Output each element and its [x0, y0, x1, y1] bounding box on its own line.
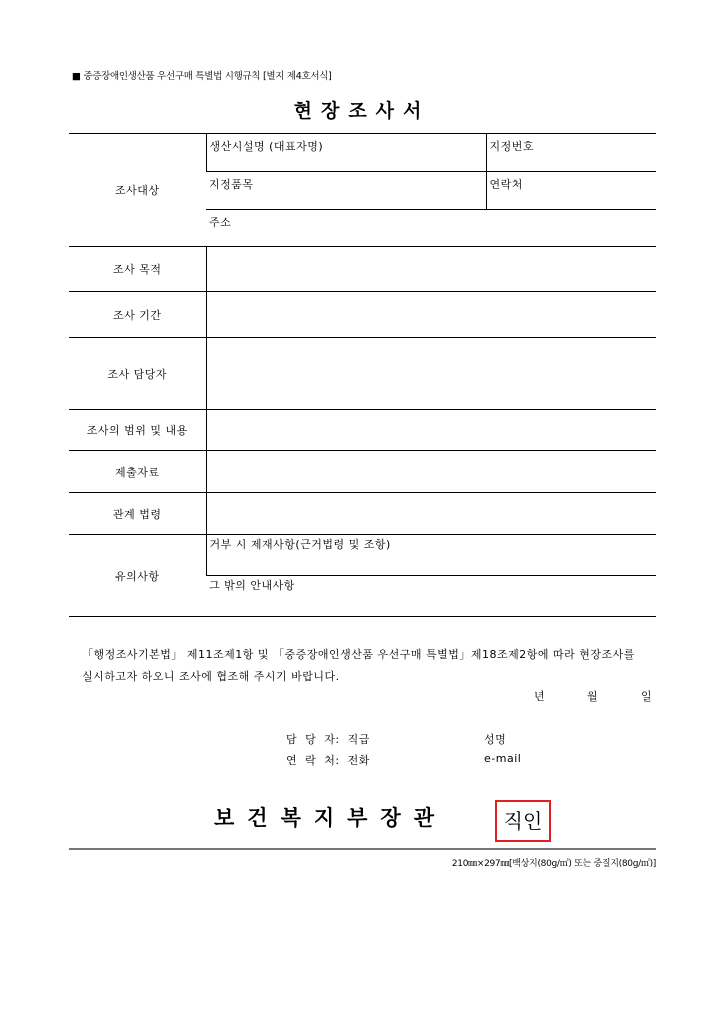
materials-field[interactable]: [206, 451, 656, 493]
refusal-label: 거부 시 제재사항(근거법령 및 조항): [209, 538, 391, 551]
other-notes-label: 그 밖의 안내사항: [209, 579, 295, 592]
designation-no-field[interactable]: [486, 134, 656, 172]
phone-label: 연 락 처: 전화: [286, 754, 370, 767]
designated-item-label: 지정품목: [209, 178, 254, 191]
period-label: 조사 기간: [69, 292, 206, 338]
designation-no-label: 지정번호: [489, 140, 535, 153]
date-day: 일: [641, 690, 652, 703]
materials-label: 제출자료: [69, 451, 206, 493]
official-seal: 직인: [495, 800, 551, 842]
facility-name-label: 생산시설명 (대표자명): [209, 140, 324, 153]
contact-field[interactable]: [486, 172, 656, 210]
other-notes-field[interactable]: [206, 576, 656, 617]
ministry-name: 보건복지부장관: [214, 806, 448, 830]
email-label: e-mail: [484, 752, 522, 765]
survey-form-table: [69, 133, 656, 617]
refusal-field[interactable]: [206, 535, 656, 576]
officer-field[interactable]: [206, 338, 656, 410]
form-header-note: ■ 중증장애인생산품 우선구매 특별법 시행규칙 [별지 제4호서식]: [72, 71, 332, 82]
officer-rank-label: 담 당 자: 직급: [286, 733, 370, 746]
notes-label-text: 유의사항: [114, 569, 160, 583]
officer-label: 조사 담당자: [69, 338, 206, 410]
laws-label: 관계 법령: [69, 493, 206, 535]
date-year: 년: [534, 690, 545, 703]
subject-label-text: 조사대상: [114, 184, 160, 197]
laws-field[interactable]: [206, 493, 656, 535]
notes-label: [69, 535, 206, 617]
subject-label: [69, 134, 206, 247]
footer-rule: [69, 848, 656, 850]
designated-item-field[interactable]: [206, 172, 486, 210]
document-title: 현장조사서: [293, 100, 431, 122]
facility-name-field[interactable]: [206, 134, 486, 172]
scope-label: 조사의 범위 및 내용: [69, 410, 206, 451]
period-field[interactable]: [206, 292, 656, 338]
date-month: 월: [587, 690, 598, 703]
declaration-text: 「행정조사기본법」 제11조제1항 및 「중증장애인생산품 우선구매 특별법」제18조제2항에 따라 현장조사를 실시하고자 하오니 조사에 협조해 주시기 바랍니다.: [82, 648, 635, 683]
contact-label: 연락처: [489, 178, 523, 191]
officer-name-label: 성명: [484, 733, 507, 746]
scope-field[interactable]: [206, 410, 656, 451]
address-label: 주소: [209, 216, 232, 229]
paper-spec-note: 210㎜×297㎜[백상지(80g/㎡) 또는 중질지(80g/㎡)]: [451, 859, 656, 869]
purpose-field[interactable]: [206, 247, 656, 292]
address-field[interactable]: [206, 210, 656, 247]
purpose-label: 조사 목적: [69, 247, 206, 292]
